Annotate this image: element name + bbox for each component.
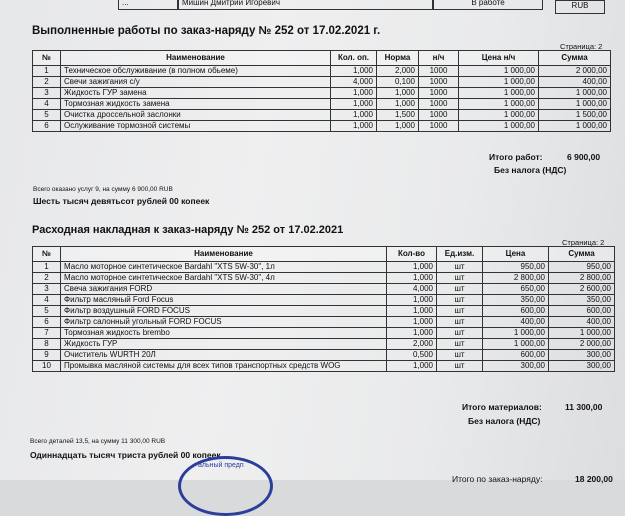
works-cell: 1 500,00: [539, 110, 611, 121]
works-cell: 1: [33, 66, 61, 77]
works-cell: 1 000,00: [539, 121, 611, 132]
materials-column-header: Сумма: [549, 247, 615, 262]
materials-table: [32, 246, 615, 372]
header-cell-manager: Мишин Дмитрий Игоревич: [178, 0, 433, 10]
materials-cell: 2 800,00: [483, 273, 549, 284]
materials-cell: 950,00: [483, 262, 549, 273]
works-cell: 2,000: [377, 66, 419, 77]
works-cell: 1,500: [377, 110, 419, 121]
works-cell: 0,100: [377, 77, 419, 88]
materials-cell: шт: [437, 295, 483, 306]
works-table-row: [33, 121, 611, 132]
works-table-row: [33, 99, 611, 110]
materials-cell: Фильтр масляный Ford Focus: [61, 295, 387, 306]
materials-cell: Жидкость ГУР: [61, 339, 387, 350]
materials-table-row: [33, 262, 615, 273]
materials-cell: 6: [33, 317, 61, 328]
materials-cell: Очиститель WURTH 20Л: [61, 350, 387, 361]
works-cell: 1000: [419, 77, 459, 88]
works-table-row: [33, 66, 611, 77]
materials-cell: 300,00: [483, 361, 549, 372]
grand-total-value: 18 200,00: [575, 474, 613, 484]
works-total-value: 6 900,00: [567, 152, 601, 162]
materials-cell: 8: [33, 339, 61, 350]
works-cell: 1,000: [331, 99, 377, 110]
works-cell: Тормозная жидкость замена: [61, 99, 331, 110]
works-cell: 2: [33, 77, 61, 88]
materials-cell: 600,00: [483, 350, 549, 361]
header-cell-1: ...: [118, 0, 178, 10]
materials-cell: шт: [437, 284, 483, 295]
works-cell: 4,000: [331, 77, 377, 88]
works-cell: Очистка дроссельной заслонки: [61, 110, 331, 121]
materials-cell: шт: [437, 317, 483, 328]
materials-title: Расходная накладная к заказ-наряду № 252 от 17.02.2021: [32, 224, 344, 236]
materials-cell: 1,000: [387, 361, 437, 372]
materials-cell: 3: [33, 284, 61, 295]
materials-cell: 350,00: [483, 295, 549, 306]
works-table-row: [33, 88, 611, 99]
materials-cell: 4,000: [387, 284, 437, 295]
header-strip: [0, 0, 625, 14]
materials-cell: 350,00: [549, 295, 615, 306]
works-table: [32, 50, 611, 132]
materials-cell: 400,00: [549, 317, 615, 328]
works-cell: Техническое обслуживание (в полном обьеме): [61, 66, 331, 77]
materials-cell: 2: [33, 273, 61, 284]
materials-cell: 7: [33, 328, 61, 339]
works-cell: Жидкость ГУР замена: [61, 88, 331, 99]
works-cell: 1000: [419, 66, 459, 77]
materials-cell: 600,00: [549, 306, 615, 317]
works-column-header: Сумма: [539, 51, 611, 66]
materials-cell: Тормозная жидкость brembo: [61, 328, 387, 339]
works-cell: 1,000: [331, 66, 377, 77]
works-cell: 1000: [419, 88, 459, 99]
materials-cell: Фильтр воздушный FORD FOCUS: [61, 306, 387, 317]
works-cell: 4: [33, 99, 61, 110]
works-amount-words: Шесть тысяч девятьсот рублей 00 копеек: [33, 196, 210, 206]
materials-cell: шт: [437, 328, 483, 339]
materials-vat-label: Без налога (НДС): [468, 416, 541, 426]
grand-total-label: Итого по заказ-наряду:: [452, 474, 543, 484]
works-cell: 1000: [419, 99, 459, 110]
materials-column-header: Ед.изм.: [437, 247, 483, 262]
works-cell: 1 000,00: [459, 99, 539, 110]
works-cell: 1 000,00: [459, 88, 539, 99]
works-cell: 1,000: [331, 110, 377, 121]
works-cell: 1 000,00: [459, 110, 539, 121]
works-cell: 1,000: [377, 88, 419, 99]
materials-cell: Промывка масляной системы для всех типов транспортных средств WOG: [61, 361, 387, 372]
materials-cell: 10: [33, 361, 61, 372]
stamp-text: альный предп: [198, 462, 244, 469]
works-column-header: №: [33, 51, 61, 66]
materials-cell: 2 000,00: [549, 339, 615, 350]
materials-total-value: 11 300,00: [565, 402, 603, 412]
works-cell: 2 000,00: [539, 66, 611, 77]
works-column-header: Норма: [377, 51, 419, 66]
works-column-header: Наименование: [61, 51, 331, 66]
works-cell: 1,000: [331, 121, 377, 132]
works-cell: Свечи зажигания с/у: [61, 77, 331, 88]
materials-cell: 1,000: [387, 306, 437, 317]
materials-cell: 1 000,00: [483, 328, 549, 339]
materials-summary: Всего деталей 13,5, на сумму 11 300,00 RUB: [30, 438, 166, 445]
works-cell: 1,000: [331, 88, 377, 99]
materials-table-row: [33, 273, 615, 284]
materials-amount-words: Одиннадцать тысяч триста рублей 00 копеек: [30, 450, 221, 460]
materials-cell: 1 000,00: [483, 339, 549, 350]
materials-cell: 5: [33, 306, 61, 317]
materials-table-row: [33, 295, 615, 306]
materials-cell: 1,000: [387, 273, 437, 284]
materials-cell: 950,00: [549, 262, 615, 273]
works-table-row: [33, 77, 611, 88]
works-cell: 1000: [419, 121, 459, 132]
materials-cell: Свеча зажигания FORD: [61, 284, 387, 295]
materials-table-row: [33, 328, 615, 339]
materials-page-number: Страница: 2: [562, 238, 605, 247]
materials-table-row: [33, 350, 615, 361]
materials-cell: 300,00: [549, 350, 615, 361]
header-cell-status: В работе: [433, 0, 543, 10]
works-cell: 6: [33, 121, 61, 132]
materials-column-header: Наименование: [61, 247, 387, 262]
materials-table-row: [33, 339, 615, 350]
materials-cell: Фильтр салонный угольный FORD FOCUS: [61, 317, 387, 328]
works-cell: 1 000,00: [459, 77, 539, 88]
materials-cell: шт: [437, 306, 483, 317]
works-vat-label: Без налога (НДС): [494, 165, 567, 175]
materials-cell: 1,000: [387, 317, 437, 328]
works-cell: 1 000,00: [459, 66, 539, 77]
header-cell-currency: RUB: [555, 0, 605, 14]
materials-table-row: [33, 284, 615, 295]
materials-cell: шт: [437, 262, 483, 273]
materials-cell: шт: [437, 273, 483, 284]
materials-total-label: Итого материалов:: [462, 402, 542, 412]
works-cell: 400,00: [539, 77, 611, 88]
works-cell: 1 000,00: [459, 121, 539, 132]
works-total-label: Итого работ:: [489, 152, 543, 162]
materials-cell: 0,500: [387, 350, 437, 361]
materials-cell: 1,000: [387, 262, 437, 273]
works-table-row: [33, 110, 611, 121]
materials-column-header: №: [33, 247, 61, 262]
materials-cell: 4: [33, 295, 61, 306]
works-cell: 1,000: [377, 99, 419, 110]
works-column-header: Кол. оп.: [331, 51, 377, 66]
works-cell: 5: [33, 110, 61, 121]
materials-cell: 2 800,00: [549, 273, 615, 284]
materials-cell: 1,000: [387, 328, 437, 339]
works-summary: Всего оказано услуг 9, на сумму 6 900,00 RUB: [33, 186, 173, 193]
materials-cell: 2 600,00: [549, 284, 615, 295]
materials-cell: 1: [33, 262, 61, 273]
works-column-header: Цена н/ч: [459, 51, 539, 66]
works-cell: 1 000,00: [539, 99, 611, 110]
works-cell: 1,000: [377, 121, 419, 132]
materials-table-row: [33, 361, 615, 372]
materials-cell: Масло моторное синтетическое Bardahl "XTS 5W-30", 4л: [61, 273, 387, 284]
materials-cell: Масло моторное синтетическое Bardahl "XTS 5W-30", 1л: [61, 262, 387, 273]
works-cell: 3: [33, 88, 61, 99]
materials-cell: 1 000,00: [549, 328, 615, 339]
materials-cell: шт: [437, 361, 483, 372]
materials-table-row: [33, 306, 615, 317]
works-cell: Ослуживание тормозной системы: [61, 121, 331, 132]
works-column-header: н/ч: [419, 51, 459, 66]
materials-cell: 600,00: [483, 306, 549, 317]
works-cell: 1000: [419, 110, 459, 121]
works-title: Выполненные работы по заказ-наряду № 252 от 17.02.2021 г.: [32, 25, 381, 37]
materials-column-header: Цена: [483, 247, 549, 262]
materials-cell: 650,00: [483, 284, 549, 295]
materials-table-row: [33, 317, 615, 328]
works-page-number: Страница: 2: [560, 42, 603, 51]
materials-cell: шт: [437, 339, 483, 350]
materials-cell: 9: [33, 350, 61, 361]
materials-cell: шт: [437, 350, 483, 361]
materials-column-header: Кол-во: [387, 247, 437, 262]
works-cell: 1 000,00: [539, 88, 611, 99]
materials-cell: 400,00: [483, 317, 549, 328]
materials-cell: 2,000: [387, 339, 437, 350]
materials-cell: 300,00: [549, 361, 615, 372]
materials-cell: 1,000: [387, 295, 437, 306]
